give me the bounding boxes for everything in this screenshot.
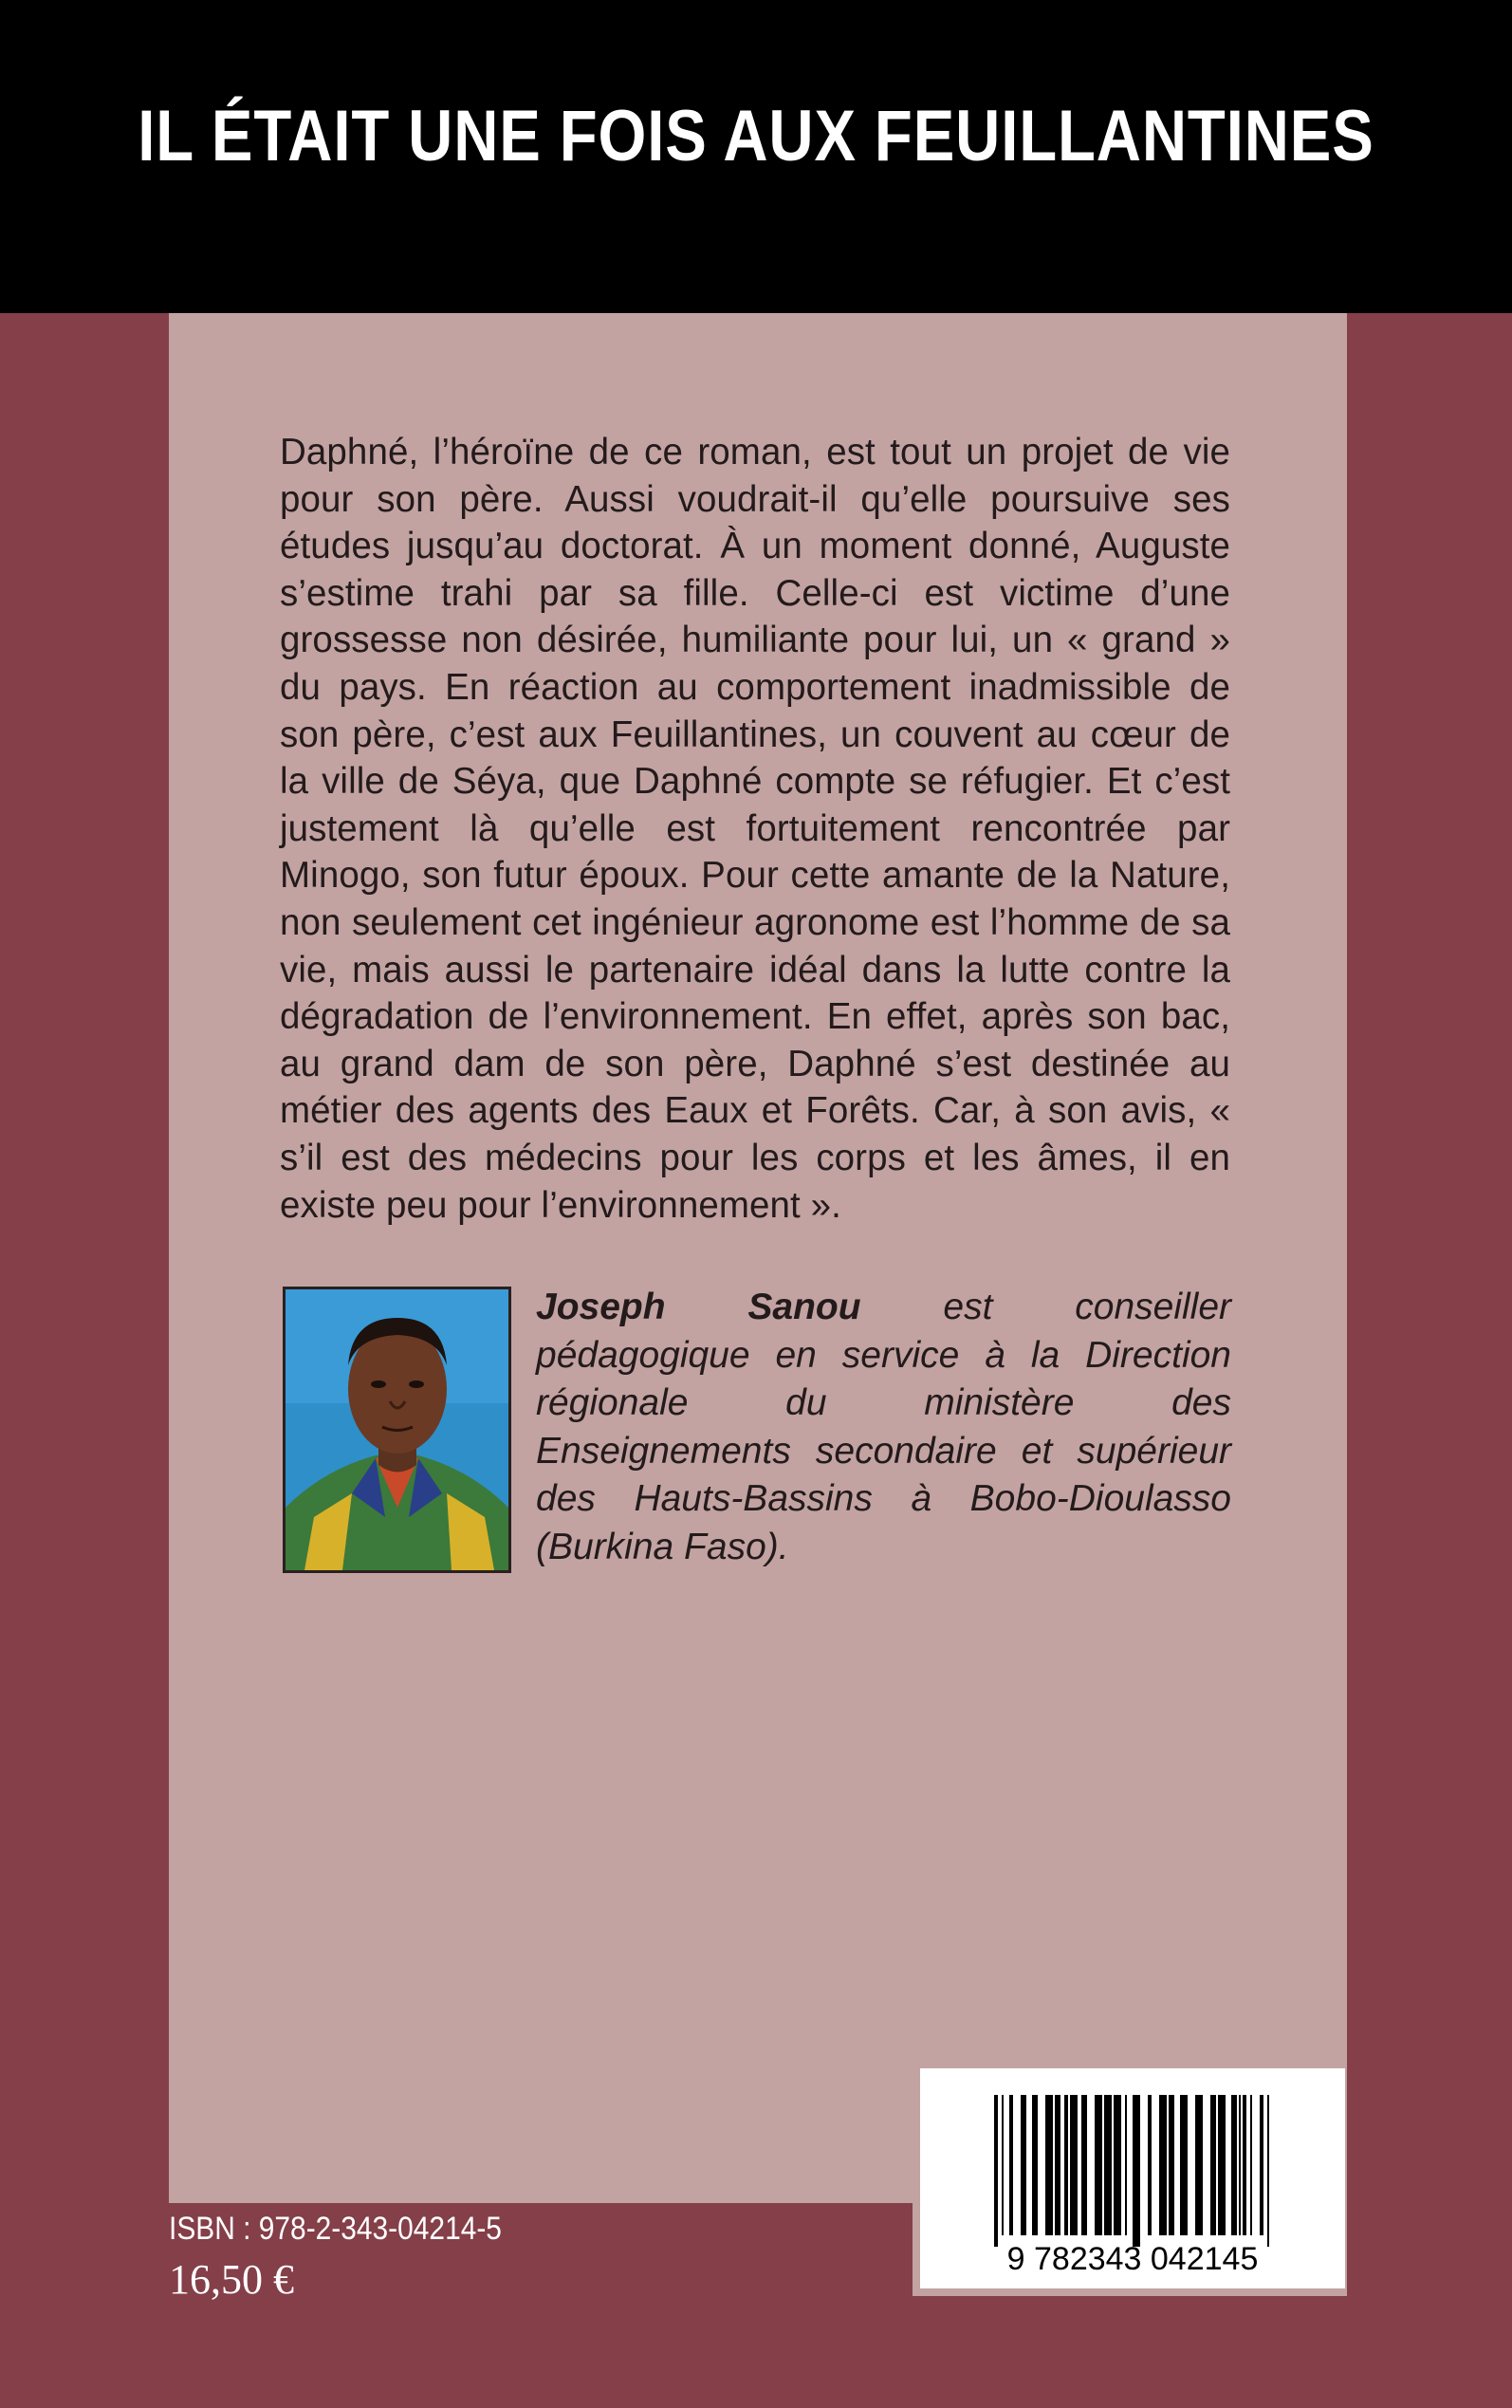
author-bio <box>536 1284 1231 1571</box>
barcode-bar <box>1095 2095 1102 2235</box>
author-photo <box>283 1287 511 1573</box>
price: 16,50 € <box>169 2256 294 2303</box>
barcode-bar <box>1045 2095 1053 2235</box>
book-blurb: Daphné, l’héroïne de ce roman, est tout un projet de vie pour son père. Aussi voudrait-il qu’elle poursuive ses études jusqu’au doctorat. À un moment donné, Auguste s’estime trahi par sa fille. Celle-ci est victime d’une grossesse non désirée, humiliante pour lui, un « grand » du pays. En réaction au comportement inadmissible de son père, c’est aux Feuillantines, un couvent au cœur de la ville de Séya, que Daphné compte se réfugier. Et c’est justement là qu’elle est fortuitement rencontrée par Minogo, son futur époux. Pour cette amante de la Nature, non seulement cet ingénieur agronome est l’homme de sa vie, mais aussi le partenaire idéal dans la lutte contre la dégradation de l’environnement. En effet, après son bac, au grand dam de son père, Daphné s’est destinée au métier des agents des Eaux et Forêts. Car, à son avis, « s’il est des médecins pour les corps et les âmes, il en existe peu pour l’environnement ». <box>280 432 1230 1226</box>
barcode-bar <box>1104 2095 1112 2235</box>
author-portrait-image <box>286 1289 508 1570</box>
barcode-bars <box>920 2068 1345 2288</box>
barcode-bar <box>1032 2095 1038 2235</box>
barcode-digits: 9 782343 042145 <box>1006 2241 1259 2277</box>
barcode-bar <box>1009 2095 1013 2235</box>
barcode-bar <box>1218 2095 1226 2235</box>
book-title: IL ÉTAIT UNE FOIS AUX FEUILLANTINES <box>138 96 1374 176</box>
barcode-bar <box>1064 2095 1068 2235</box>
author-name: Joseph Sanou <box>536 1287 861 1327</box>
barcode-bar <box>1210 2095 1216 2235</box>
author-bio-text: est conseiller pédagogique en service à la Direction régionale du ministère des Enseignements secondaire et supérieur des Hauts-Bassins à Bobo-Dioulasso (Burkina Faso). <box>536 1287 1232 1567</box>
isbn: ISBN : 978-2-343-04214-5 <box>169 2211 502 2247</box>
barcode-bar <box>1002 2095 1004 2235</box>
barcode-bar <box>1133 2095 1140 2247</box>
barcode-bar <box>1125 2095 1127 2235</box>
barcode-bar <box>1243 2095 1246 2235</box>
barcode-bar <box>1260 2095 1263 2235</box>
barcode-bar <box>1195 2095 1203 2235</box>
barcode-bar <box>1267 2095 1269 2247</box>
barcode-bar <box>1239 2095 1241 2235</box>
barcode-bar <box>1148 2095 1152 2235</box>
barcode-bar <box>1169 2095 1174 2235</box>
barcode-bar <box>1081 2095 1087 2235</box>
barcode-bar <box>1055 2095 1060 2235</box>
barcode-bar <box>1114 2095 1121 2235</box>
barcode-bar <box>1231 2095 1237 2235</box>
barcode-bar <box>1180 2095 1188 2235</box>
barcode-bar <box>1250 2095 1252 2235</box>
barcode-bar <box>1070 2095 1078 2235</box>
barcode-bar <box>1021 2095 1026 2235</box>
barcode-bar <box>994 2095 998 2247</box>
barcode <box>920 2068 1345 2288</box>
barcode-bar <box>1159 2095 1167 2235</box>
